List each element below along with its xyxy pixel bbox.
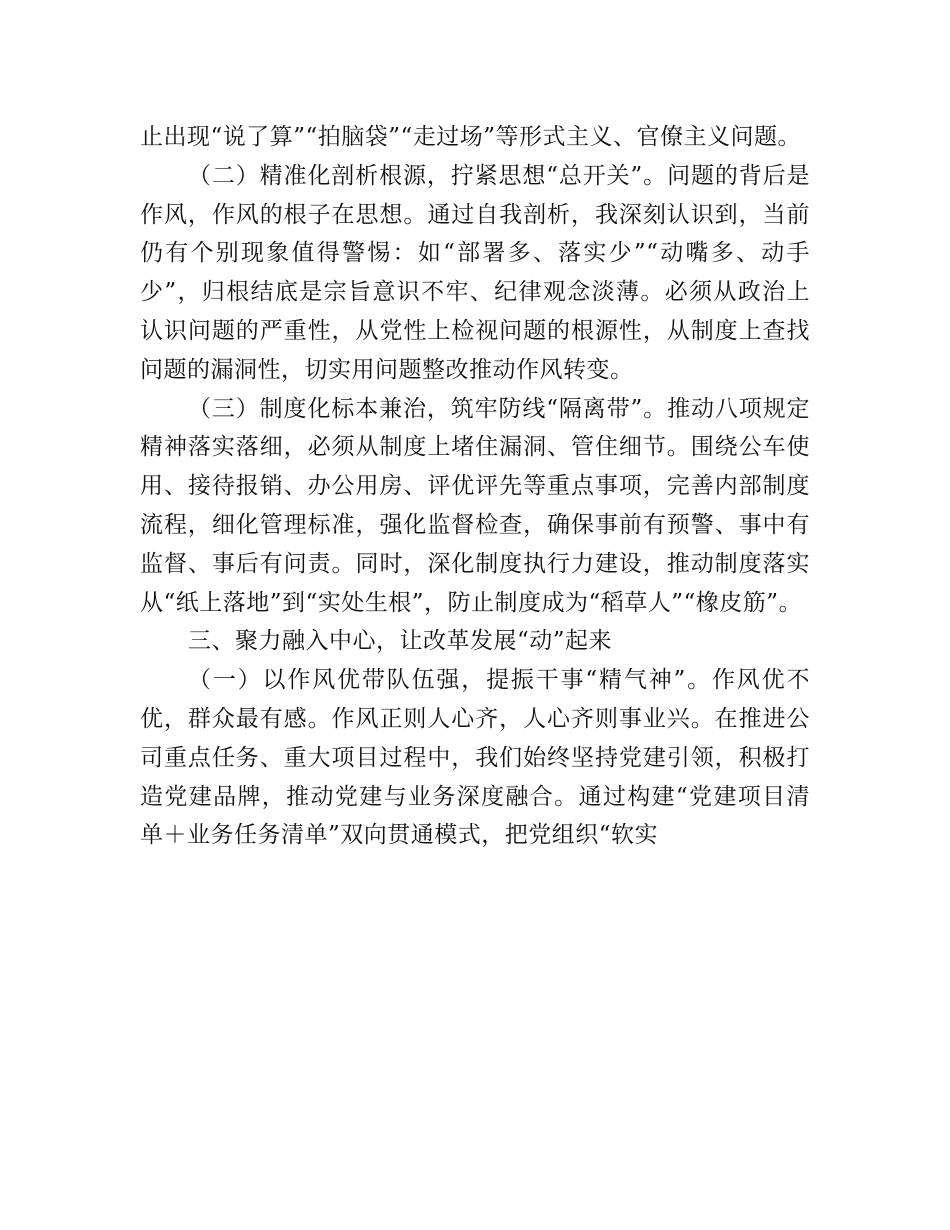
paragraph-section-3-1: （一）以作风优带队伍强，提振干事“精气神”。作风优不优，群众最有感。作风正则人心齐，人心齐则事业兴。在推进公司重点任务、重大项目过程中，我们始终坚持党建引领，积极打造党建品牌，推动党建与业务深度融合。通过构建“党建项目清单＋业务任务清单”双向贯通模式，把党组织“软实	[140, 667, 810, 849]
document-body	[140, 118, 810, 855]
paragraph-continuation: 止出现“说了算”“拍脑袋”“走过场”等形式主义、官僚主义问题。	[140, 124, 802, 150]
section-heading-3: 三、聚力融入中心，让改革发展“动”起来	[188, 628, 613, 655]
paragraph-section-2-3: （三）制度化标本兼治，筑牢防线“隔离带”。推动八项规定精神落实落细，必须从制度上堵住漏洞、管住细节。围绕公车使用、接待报销、办公用房、评优评先等重点事项，完善内部制度流程，细化管理标准，强化监督检查，确保事前有预警、事中有监督、事后有问责。同时，深化制度执行力建设，推动制度落实从“纸上落地”到“实处生根”，防止制度成为“稻草人”“橡皮筋”。	[140, 395, 810, 616]
paragraph-section-2-2: （二）精准化剖析根源，拧紧思想“总开关”。问题的背后是作风，作风的根子在思想。通过自我剖析，我深刻认识到，当前仍有个别现象值得警惕：如“部署多、落实少”“动嘴多、动手少”，归根结底是宗旨意识不牢、纪律观念淡薄。必须从政治上认识问题的严重性，从党性上检视问题的根源性，从制度上查找问题的漏洞性，切实用问题整改推动作风转变。	[140, 162, 810, 383]
